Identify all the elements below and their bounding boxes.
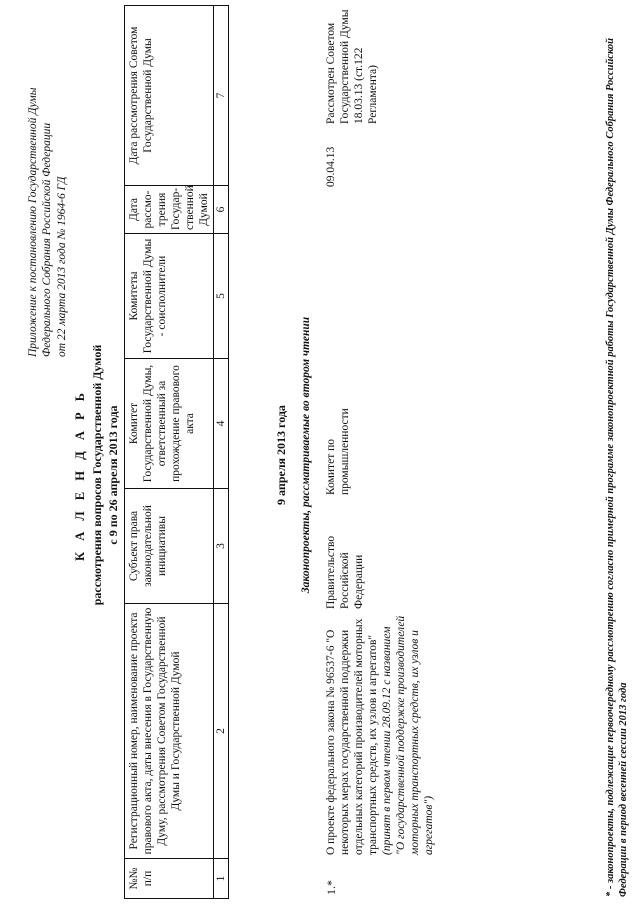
header-cell-committee: Комитет Государственной Думы, ответственный за прохождение правового акта [125,359,214,489]
column-number-row [214,6,229,899]
title-block [72,195,121,755]
row-initiative-subject: Правительство Российской Федерации [325,535,366,609]
row-responsible-committee: Комитет по промышленности [325,408,352,495]
appendix-line-1: Приложение к постановлению Государственной Думы [27,87,39,357]
footnote: * - законопроекты, подлежащие первоочередному рассмотрению согласно примерной программе законопроектной работы Государственной Думы Федерального Собрания Российской Федерации в период весенней сессии 2013 года [605,38,630,897]
bill-title-note: (принят в первом чтении 28.09.12 с названием "О государственной поддержке производителей моторных транспортных средств, их узлов и агрегатов") [381,615,436,855]
appendix-note [26,12,69,357]
column-number: 5 [214,234,229,359]
row-duma-date: 09.04.13 [325,146,337,187]
appendix-line-3: от 22 марта 2013 года № 1964-6 ГД [55,176,68,357]
column-number: 4 [214,359,229,489]
column-number: 3 [214,489,229,604]
row-title [324,611,436,855]
document-title: К А Л Е Н Д А Р Ь [73,389,87,561]
date-heading: 9 апреля 2013 года [274,405,288,505]
header-row [125,6,214,899]
document-subtitle-1: рассмотрения вопросов Государственной Думой [89,344,104,606]
header-cell-subject: Субъект права законодательной инициативы [125,489,214,604]
header-cell-council-date: Дата рассмотрения Советом Государственной Думы [125,6,214,186]
header-cell-number: №№ п/п [125,859,214,899]
calendar-header-table [124,5,229,899]
document-subtitle-2: с 9 по 26 апреля 2013 года [106,405,121,545]
header-cell-title: Регистрационный номер, наименование проекта правового акта, даты внесения в Государственную Думу, рассмотрения Советом Государственной Думы и Государственной Думой [125,604,214,859]
section-heading: Законопроекты, рассматриваемые во втором чтении [300,316,312,594]
bill-title: О проекте федерального закона № 96537-6 "О некоторых мерах государственной поддержки отдельных категорий производителей моторных транспортных средств, их узлов и агрегатов" [325,618,380,855]
row-council-note: Рассмотрен Советом Государственной Думы 18.03.13 (ст.122 Регламента) [325,9,380,124]
header-cell-co-committees: Комитеты Государственной Думы - соисполнители [125,234,214,359]
header-cell-duma-date: Дата рассмо-трения Государ-ственной Думой [125,186,214,234]
column-number: 2 [214,604,229,859]
column-number: 7 [214,6,229,186]
appendix-line-2: Федерального Собрания Российской Федерации [41,122,54,357]
row-number: 1.* [324,880,338,895]
column-number: 6 [214,186,229,234]
column-number: 1 [214,859,229,899]
